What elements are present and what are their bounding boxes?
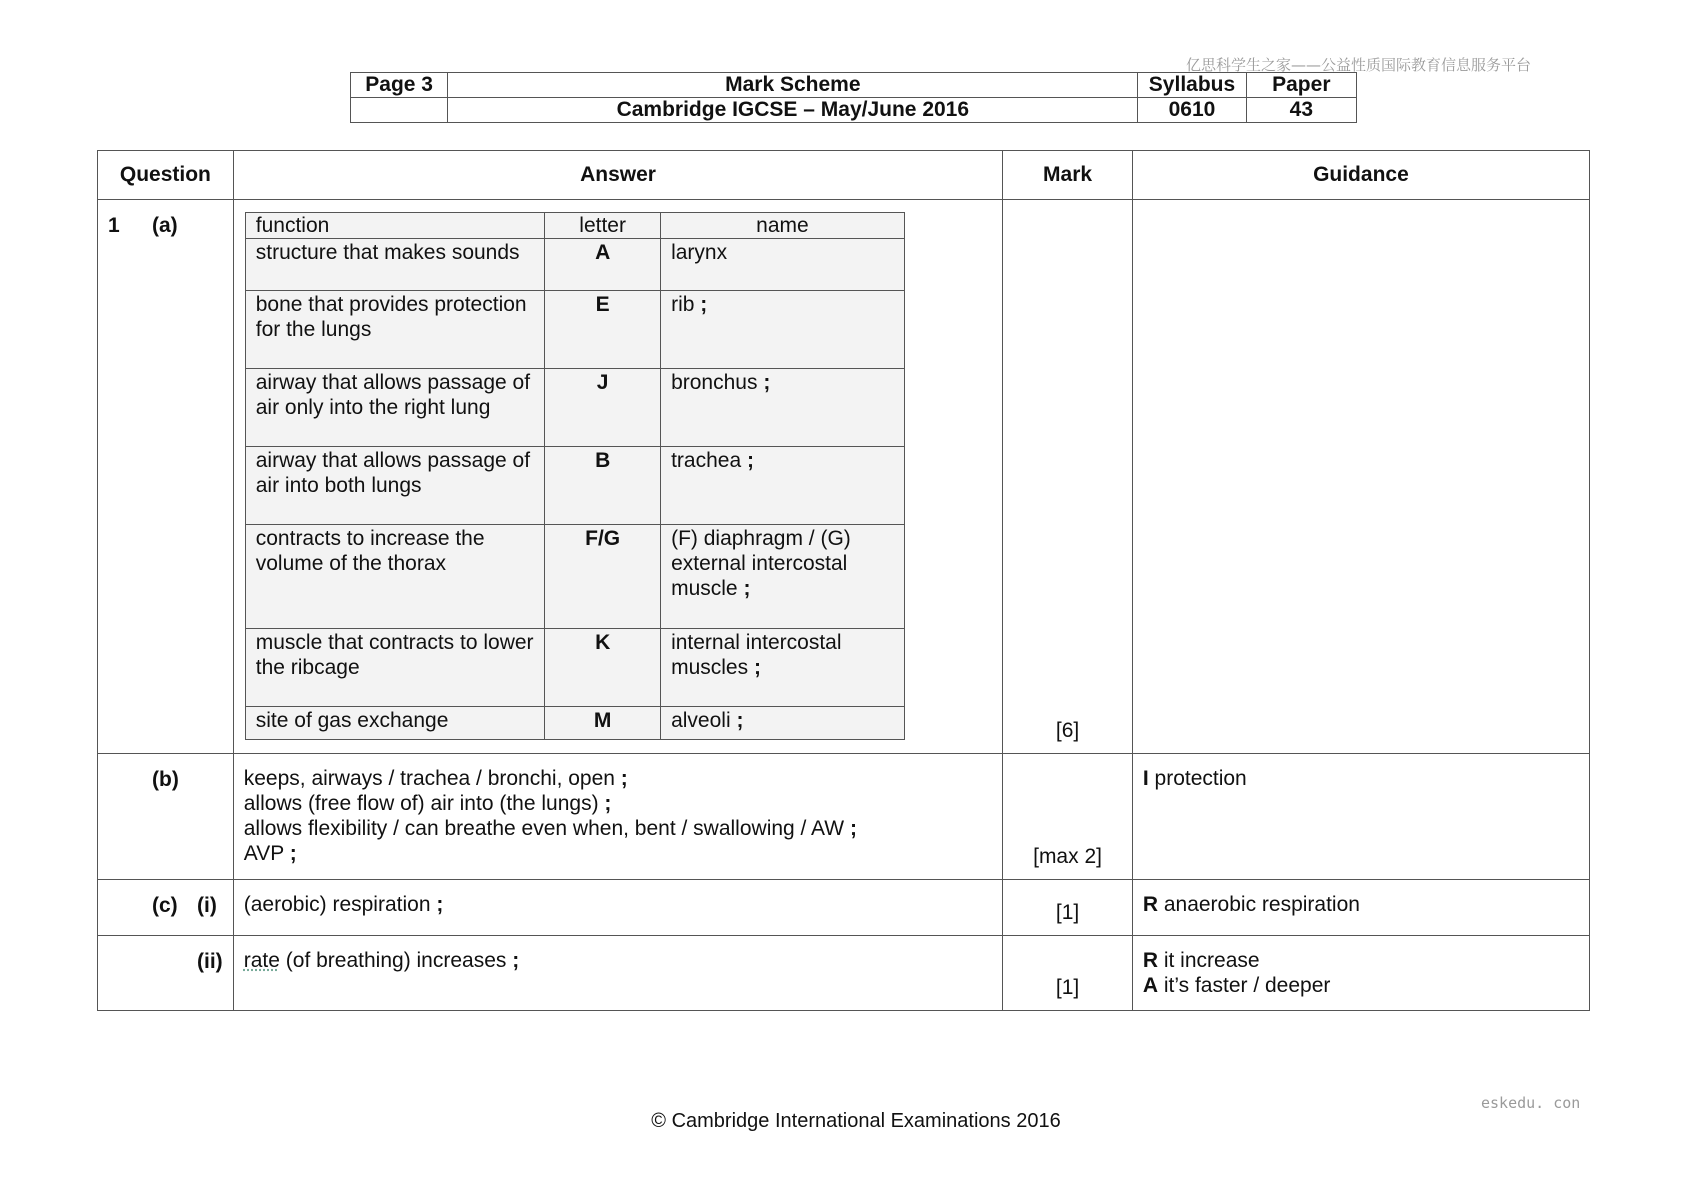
answer-cell: (aerobic) respiration ; xyxy=(233,880,1003,936)
guidance-line: R it increase xyxy=(1142,949,1260,972)
header-empty-cell xyxy=(351,98,448,123)
organ-function-table xyxy=(245,212,905,740)
guidance-text: anaerobic respiration xyxy=(1163,893,1360,916)
mark-cell xyxy=(1003,754,1133,880)
col-answer: Answer xyxy=(233,151,1003,200)
page-number: Page 3 xyxy=(351,73,448,98)
guidance-prefix: R xyxy=(1142,893,1158,916)
table-row xyxy=(245,239,904,291)
name-text: (F) diaphragm / (G) external intercostal muscle ; xyxy=(661,525,905,629)
table-row xyxy=(245,291,904,369)
function-text: airway that allows passage of air into both lungs xyxy=(245,447,544,525)
inner-col-letter: letter xyxy=(545,213,661,239)
table-row xyxy=(245,629,904,707)
answer-cell xyxy=(233,200,1003,754)
mark-cell xyxy=(1003,936,1133,1011)
function-text: structure that makes sounds xyxy=(245,239,544,291)
mark-scheme-table xyxy=(97,150,1590,1011)
inner-col-name: name xyxy=(661,213,905,239)
exam-name: Cambridge IGCSE – May/June 2016 xyxy=(448,98,1138,123)
question-subpart: (ii) xyxy=(197,950,223,973)
copyright-footer: © Cambridge International Examinations 2016 xyxy=(651,1110,1061,1132)
table-row xyxy=(245,369,904,447)
paper-label: Paper xyxy=(1246,73,1356,98)
letter-text: E xyxy=(545,291,661,369)
answer-key-word: rate xyxy=(243,949,280,972)
mark-value: [1] xyxy=(1055,901,1080,924)
answer-line: keeps, airways / trachea / bronchi, open ; xyxy=(243,767,628,790)
mark-value: [6] xyxy=(1055,719,1080,742)
function-text: contracts to increase the volume of the thorax xyxy=(245,525,544,629)
answer-line: allows flexibility / can breathe even when, bent / swallowing / AW ; xyxy=(243,817,857,840)
row-1cii xyxy=(98,936,1590,1011)
question-subpart: (i) xyxy=(197,894,217,917)
function-text: muscle that contracts to lower the ribcage xyxy=(245,629,544,707)
col-guidance: Guidance xyxy=(1132,151,1589,200)
watermark-bottom: eskedu. con xyxy=(1481,1094,1581,1112)
function-text: airway that allows passage of air only into the right lung xyxy=(245,369,544,447)
function-text: bone that provides protection for the lungs xyxy=(245,291,544,369)
question-part: (a) xyxy=(152,214,178,237)
inner-header-row xyxy=(245,213,904,239)
answer-cell xyxy=(233,754,1003,880)
col-mark: Mark xyxy=(1003,151,1133,200)
table-row xyxy=(245,447,904,525)
name-text: trachea ; xyxy=(661,447,905,525)
answer-line: AVP ; xyxy=(243,842,297,865)
watermark-top: 亿思科学生之家——公益性质国际教育信息服务平台 xyxy=(1186,56,1532,74)
question-part: (c) xyxy=(152,894,178,917)
mark-cell xyxy=(1003,880,1133,936)
row-1ci xyxy=(98,880,1590,936)
inner-col-function: function xyxy=(245,213,544,239)
answer-cell: rate (of breathing) increases ; xyxy=(233,936,1003,1011)
letter-text: B xyxy=(545,447,661,525)
header-table xyxy=(350,72,1357,123)
question-cell xyxy=(98,880,234,936)
col-question: Question xyxy=(98,151,234,200)
syllabus-label: Syllabus xyxy=(1138,73,1246,98)
row-1b xyxy=(98,754,1590,880)
question-cell xyxy=(98,754,234,880)
guidance-cell xyxy=(1132,754,1589,880)
guidance-text: protection xyxy=(1154,767,1247,790)
guidance-cell xyxy=(1132,936,1589,1011)
name-text: bronchus ; xyxy=(661,369,905,447)
guidance-cell xyxy=(1132,880,1589,936)
letter-text: A xyxy=(545,239,661,291)
question-cell xyxy=(98,936,234,1011)
answer-line: allows (free flow of) air into (the lungs) ; xyxy=(243,792,612,815)
function-text: site of gas exchange xyxy=(245,707,544,740)
question-number: 1 xyxy=(108,214,120,237)
question-cell xyxy=(98,200,234,754)
table-row xyxy=(245,525,904,629)
mark-value: [1] xyxy=(1055,976,1080,999)
question-part: (b) xyxy=(152,768,179,791)
letter-text: F/G xyxy=(545,525,661,629)
paper-number: 43 xyxy=(1246,98,1356,123)
mark-value: [max 2] xyxy=(1033,845,1102,868)
guidance-line: A it’s faster / deeper xyxy=(1142,974,1331,997)
name-text: internal intercostal muscles ; xyxy=(661,629,905,707)
syllabus-code: 0610 xyxy=(1138,98,1246,123)
name-text: alveoli ; xyxy=(661,707,905,740)
row-1a xyxy=(98,200,1590,754)
letter-text: K xyxy=(545,629,661,707)
table-row xyxy=(245,707,904,740)
name-text: larynx xyxy=(661,239,905,291)
guidance-prefix: I xyxy=(1142,767,1149,790)
doc-title: Mark Scheme xyxy=(448,73,1138,98)
mark-cell xyxy=(1003,200,1133,754)
guidance-cell xyxy=(1132,200,1589,754)
letter-text: M xyxy=(545,707,661,740)
name-text: rib ; xyxy=(661,291,905,369)
letter-text: J xyxy=(545,369,661,447)
